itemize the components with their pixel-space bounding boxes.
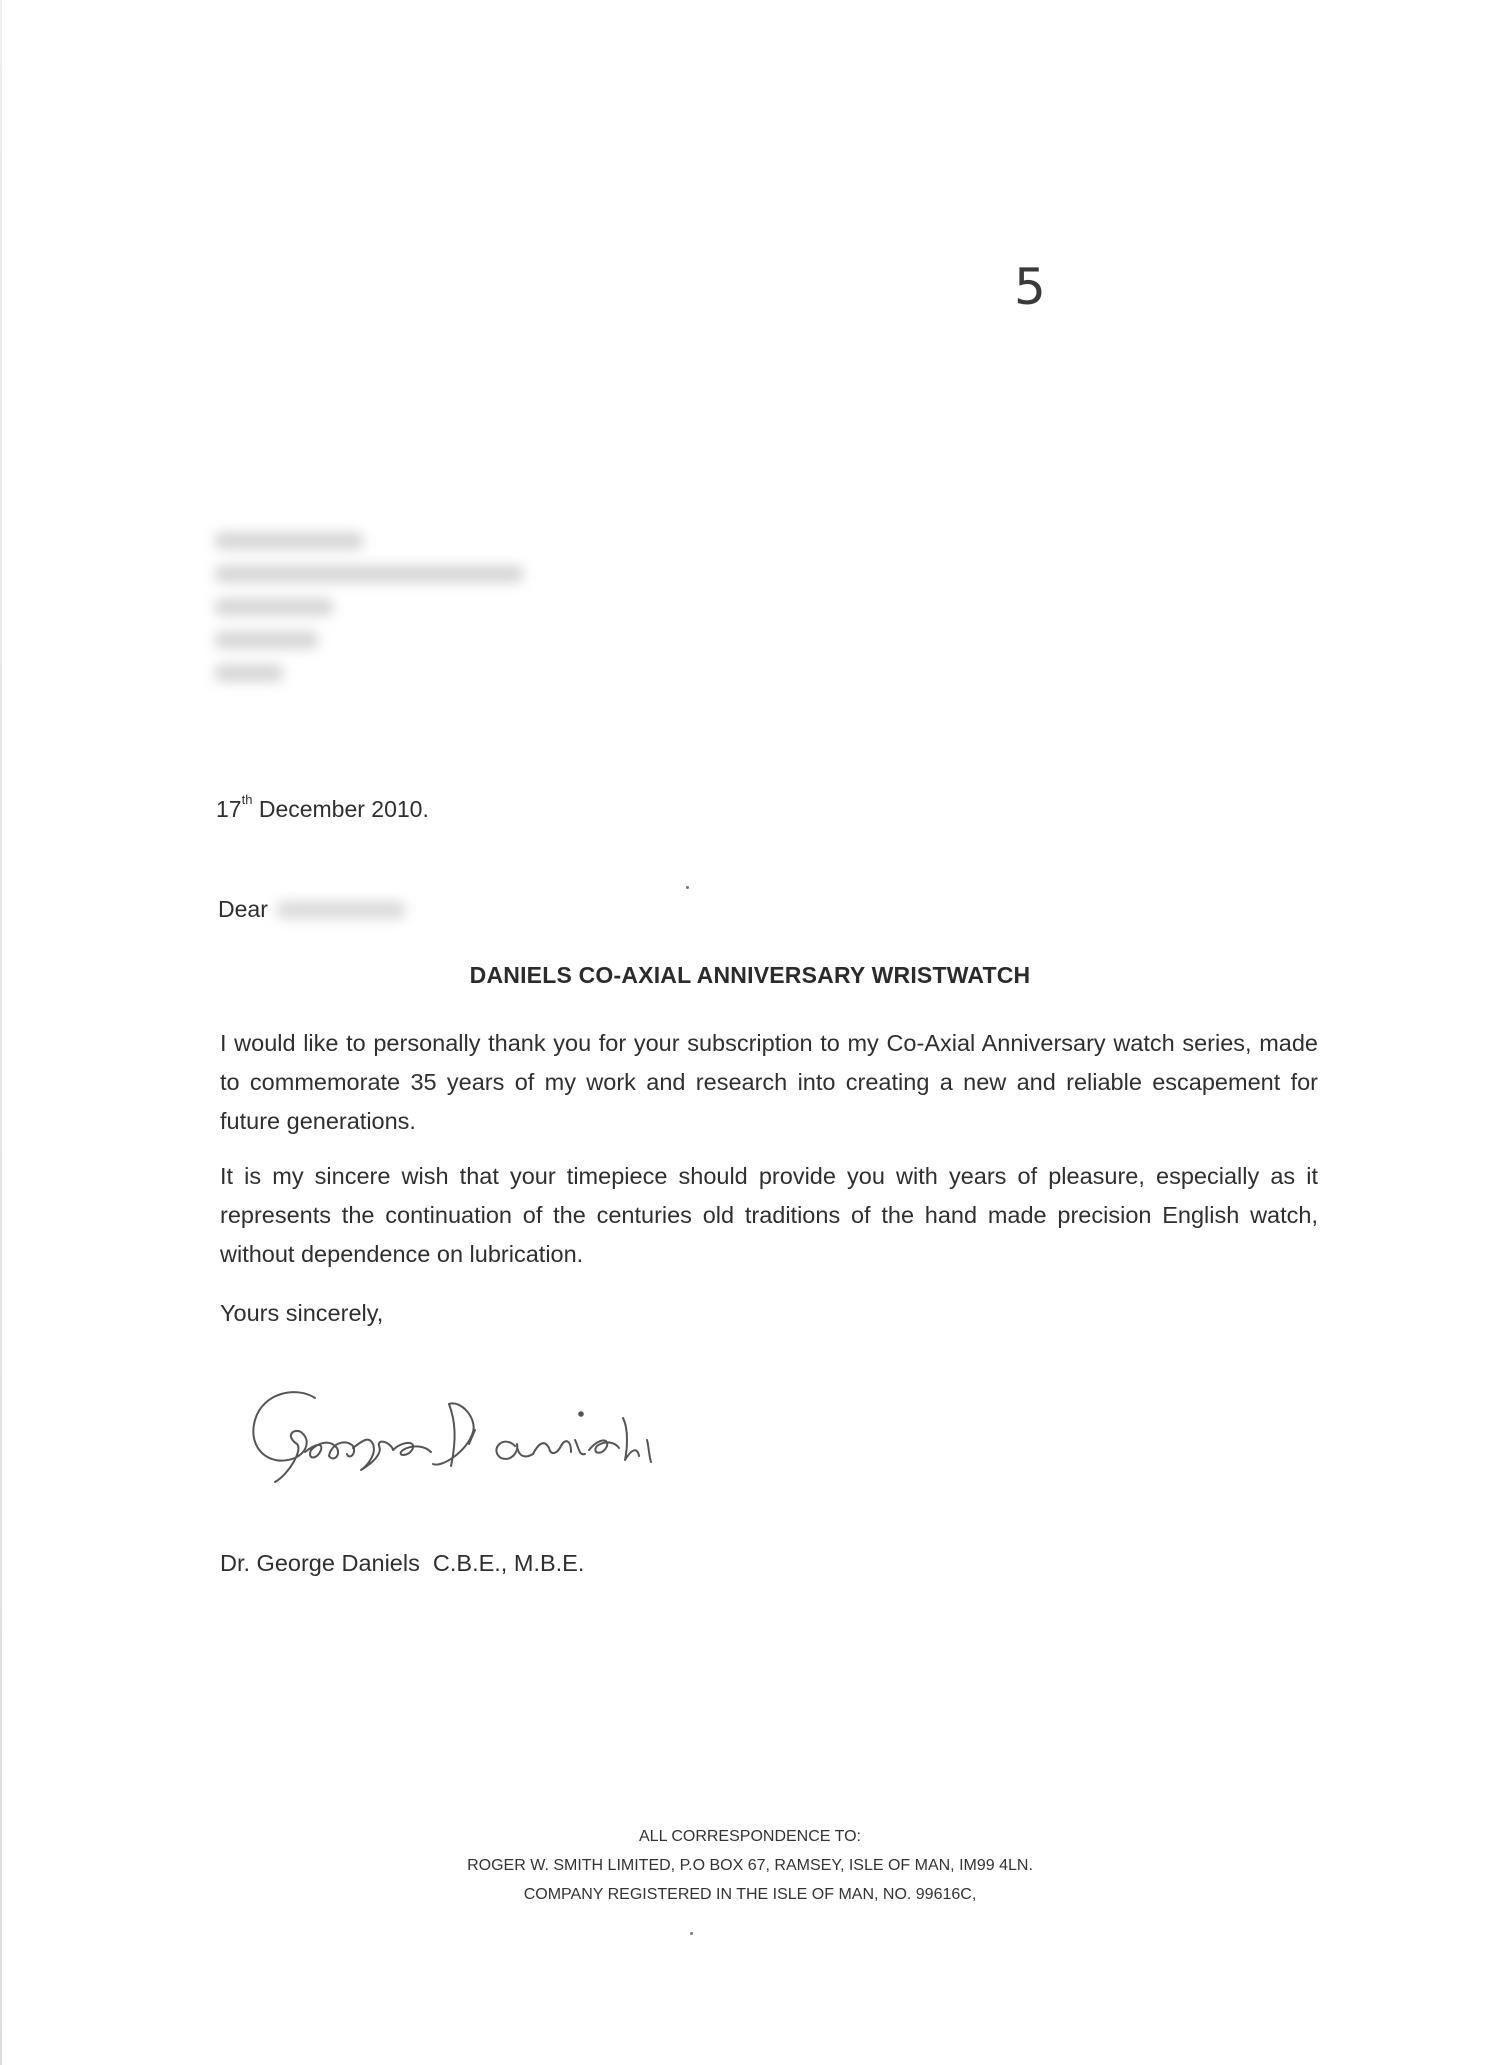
- body-paragraph-2: It is my sincere wish that your timepiece should provide you with years of pleasure, especially as it represents the continuation of the centuries old traditions of the hand made precision English watch, without dependence on lubrication.: [220, 1163, 1318, 1267]
- salutation-text: Dear: [218, 896, 268, 922]
- redacted-line: [214, 631, 319, 649]
- footer-line-2: ROGER W. SMITH LIMITED, P.O BOX 67, RAMSEY, ISLE OF MAN, IM99 4LN.: [467, 1857, 1033, 1874]
- handwritten-signature: [245, 1370, 805, 1500]
- redacted-line: [214, 565, 524, 583]
- recipient-name-redacted: [276, 901, 406, 919]
- body-paragraph-1: I would like to personally thank you for your subscription to my Co-Axial Anniversary watch series, made to commemorate 35 years of my work and research into creating a new and reliable escapement for future generations.: [220, 1030, 1318, 1134]
- redacted-line: [214, 664, 284, 682]
- signatory-name: Dr. George Daniels C.B.E., M.B.E.: [220, 1550, 585, 1576]
- footer-line-3: COMPANY REGISTERED IN THE ISLE OF MAN, NO. 99616C,: [523, 1886, 977, 1903]
- scan-speck: [690, 1932, 693, 1935]
- scan-edge: [0, 0, 2, 2065]
- closing: Yours sincerely,: [220, 1300, 384, 1326]
- recipient-address-redacted: [214, 532, 554, 697]
- redacted-line: [214, 598, 334, 616]
- scan-speck: [686, 886, 689, 889]
- letter-date: [216, 792, 429, 823]
- date-suffix: th: [241, 792, 253, 807]
- redacted-line: [214, 532, 364, 550]
- page-number-mark: 5: [1014, 258, 1046, 316]
- letter-subject: DANIELS CO-AXIAL ANNIVERSARY WRISTWATCH: [469, 962, 1031, 988]
- date-day: 17: [216, 796, 242, 822]
- date-rest: December 2010.: [252, 796, 429, 822]
- salutation: [218, 896, 406, 923]
- footer-line-1: ALL CORRESPONDENCE TO:: [639, 1828, 861, 1845]
- letter-footer: [0, 1822, 1500, 1909]
